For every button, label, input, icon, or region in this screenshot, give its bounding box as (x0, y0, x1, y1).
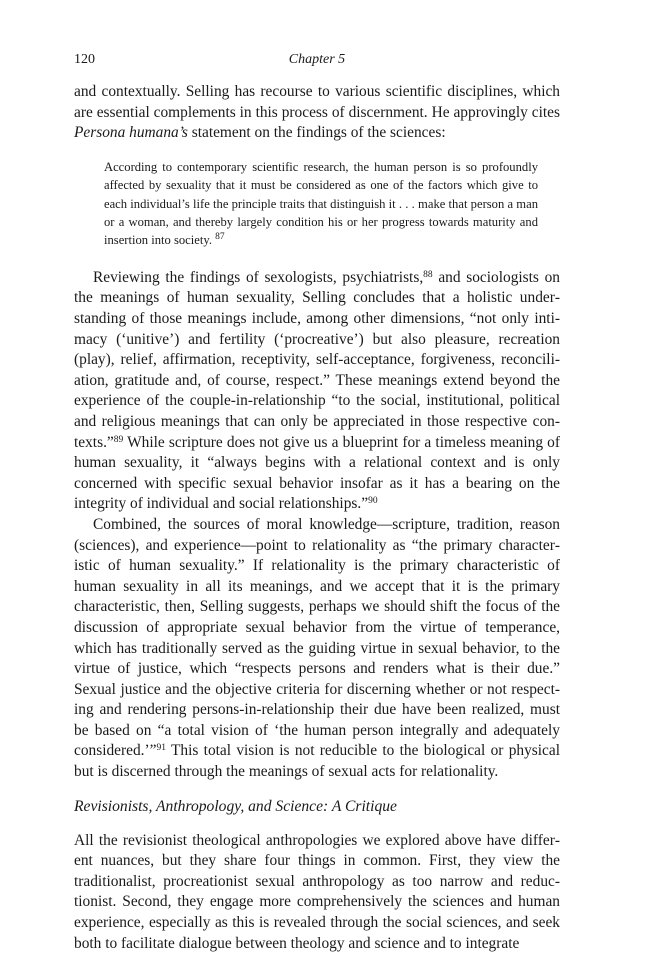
book-page (74, 52, 560, 954)
paragraph-2 (74, 268, 560, 515)
block-quote (104, 158, 538, 250)
footnote-ref-89[interactable]: 89 (113, 434, 124, 445)
paragraph-3-text-b: This total vision is not reducible to the biological or physical but is discerned through the meanings of sexual acts for relationality. (74, 742, 560, 781)
paragraph-1 (74, 82, 560, 144)
footnote-ref-88[interactable]: 88 (423, 269, 433, 280)
paragraph-3 (74, 515, 560, 783)
page-number: 120 (74, 52, 95, 67)
footnote-ref-90[interactable]: 90 (368, 496, 378, 507)
paragraph-1-text-b: statement on the findings of the sciences: (187, 124, 446, 142)
paragraph-4: All the revisionist theological anthropologies we explored above have different nuances, but they share four things in common. First, they view the traditionalist, procreationist sexual anthropology as too narrow and reductionist. Second, they engage more comprehensively the sciences and human experience, especially as this is revealed through the social sciences, and seek both to facilitate dialogue between theology and science and to integrate (74, 831, 560, 952)
paragraph-2-text-b: and sociologists on the meanings of human sexuality, Selling concludes that a holistic understanding of those meanings include, among other dimensions, “not only intimacy (‘unitive’) and fertility (‘procreative’) but also pleasure, recreation (play), relief, affirmation, receptivity, self-acceptance, forgiveness, reconciliation, gratitude and, of course, respect.” These meanings extend beyond the experience of the couple-in-relationship “to the social, institutional, political and religious meanings that can only be appreciated in those respective contexts.” (74, 268, 560, 451)
paragraph-3-text-a: Combined, the sources of moral knowledge—scripture, tradition, reason (sciences), and experience—point to relationality as “the primary characteristic of human sexuality.” If relationality is the primary characteristic of human sexuality in all its meanings, and we accept that it is the primary characteristic, then, Selling suggests, perhaps we should shift the focus of the discussion of appropriate sexual behavior from the virtue of temperance, which has traditionally served as the guiding virtue in sexual behavior, to the virtue of justice, which “respects persons and renders what is their due.” Sexual justice and the objective criteria for discerning whether or not respecting and rendering persons-in-relationship their due have been realized, must be based on “a total vision of ‘the human person integrally and adequately considered.’” (74, 515, 560, 760)
section-heading: Revisionists, Anthropology, and Science: A Critique (74, 797, 397, 815)
document-title: Persona humana’s (74, 124, 188, 142)
footnote-ref-87[interactable]: 87 (215, 232, 225, 243)
paragraph-1-text-a: and contextually. Selling has recourse to various scientific disciplines, which are essential complements in this process of discernment. He approvingly cites (74, 83, 560, 121)
paragraph-2-text-c: While scripture does not give us a blueprint for a timeless meaning of human sexuality, it “always begins with a relational context and is only concerned with specific sexual behavior insofar as it has a bearing on the integrity of individual and social relationships.” (74, 433, 560, 513)
paragraph-2-text-a: Reviewing the findings of sexologists, psychiatrists, (93, 268, 424, 286)
footnote-ref-91[interactable]: 91 (156, 743, 166, 754)
page-header (74, 52, 560, 74)
block-quote-text: According to contemporary scientific research, the human person is so profoundly affected by sexuality that it must be considered as one of the factors which give to each individual’s life the principle traits that distinguish it . . . make that person a man or a woman, and thereby largely condition his or her progress towards maturity and insertion into society. (104, 159, 538, 248)
running-head: Chapter 5 (288, 52, 346, 67)
